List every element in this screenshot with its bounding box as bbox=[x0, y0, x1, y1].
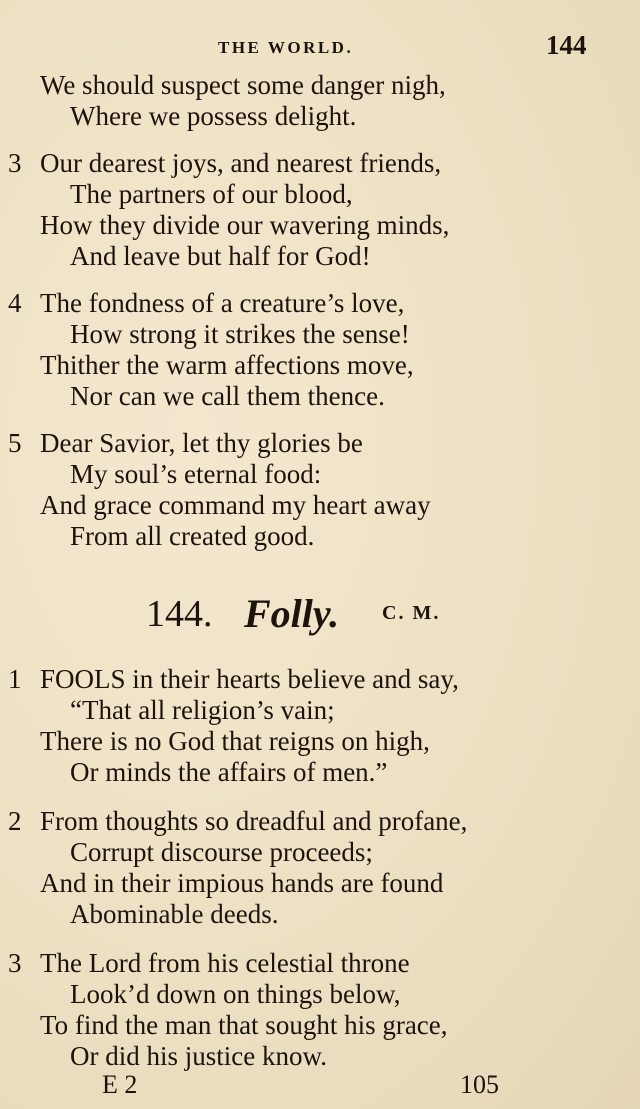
signature-mark: E 2 bbox=[102, 1070, 138, 1099]
stanza-2 bbox=[0, 806, 640, 930]
hymn-meter: C. M. bbox=[382, 602, 441, 624]
verse-line: 2 From thoughts so dreadful and profane, bbox=[8, 806, 468, 836]
hymn-heading bbox=[0, 592, 640, 638]
verse-line: Nor can we call them thence. bbox=[70, 381, 385, 411]
verse-line: 3 Our dearest joys, and nearest friends, bbox=[8, 148, 442, 178]
verse-line: Or did his justice know. bbox=[70, 1041, 327, 1071]
stanza-1 bbox=[0, 664, 640, 788]
stanza-number: 5 bbox=[8, 428, 22, 458]
verse-line: From all created good. bbox=[70, 521, 315, 551]
page-number-top: 144 bbox=[546, 30, 587, 60]
verse-line: We should suspect some danger nigh, bbox=[40, 70, 446, 100]
hymn-title: Folly. bbox=[244, 591, 340, 636]
stanza-number: 1 bbox=[8, 664, 22, 694]
stanza-number: 3 bbox=[8, 948, 22, 978]
stanza-continuation bbox=[0, 70, 640, 132]
verse-line: And in their impious hands are found bbox=[40, 868, 444, 898]
stanza-number: 4 bbox=[8, 288, 22, 318]
stanza-3 bbox=[0, 148, 640, 272]
stanza-4 bbox=[0, 288, 640, 412]
running-head bbox=[0, 30, 640, 70]
running-title: THE WORLD. bbox=[218, 38, 354, 57]
verse-line: Where we possess delight. bbox=[70, 101, 357, 131]
verse-line: My soul’s eternal food: bbox=[70, 459, 322, 489]
verse-line: Thither the warm affections move, bbox=[40, 350, 414, 380]
stanza-number: 3 bbox=[8, 148, 22, 178]
page-number-bottom: 105 bbox=[460, 1070, 499, 1099]
verse-line: Corrupt discourse proceeds; bbox=[70, 837, 373, 867]
page-footer bbox=[0, 1070, 640, 1104]
verse-line: And grace command my heart away bbox=[40, 490, 431, 520]
stanza-3-bottom bbox=[0, 948, 640, 1072]
verse-line: Look’d down on things below, bbox=[70, 979, 401, 1009]
verse-line: 4 The fondness of a creature’s love, bbox=[8, 288, 405, 318]
stanza-5 bbox=[0, 428, 640, 552]
verse-line: 5 Dear Savior, let thy glories be bbox=[8, 428, 363, 458]
hymn-number: 144. bbox=[146, 593, 213, 635]
verse-line: How strong it strikes the sense! bbox=[70, 319, 410, 349]
verse-line: There is no God that reigns on high, bbox=[40, 726, 430, 756]
verse-line: Or minds the affairs of men.” bbox=[70, 757, 388, 787]
verse-line: To find the man that sought his grace, bbox=[40, 1010, 448, 1040]
stanza-number: 2 bbox=[8, 806, 22, 836]
verse-line: 1 FOOLS in their hearts believe and say, bbox=[8, 664, 459, 694]
verse-line: 3 The Lord from his celestial throne bbox=[8, 948, 410, 978]
verse-line: And leave but half for God! bbox=[70, 241, 371, 271]
verse-line: The partners of our blood, bbox=[70, 179, 353, 209]
verse-line: “That all religion’s vain; bbox=[70, 695, 335, 725]
verse-line: How they divide our wavering minds, bbox=[40, 210, 450, 240]
verse-line: Abominable deeds. bbox=[70, 899, 279, 929]
